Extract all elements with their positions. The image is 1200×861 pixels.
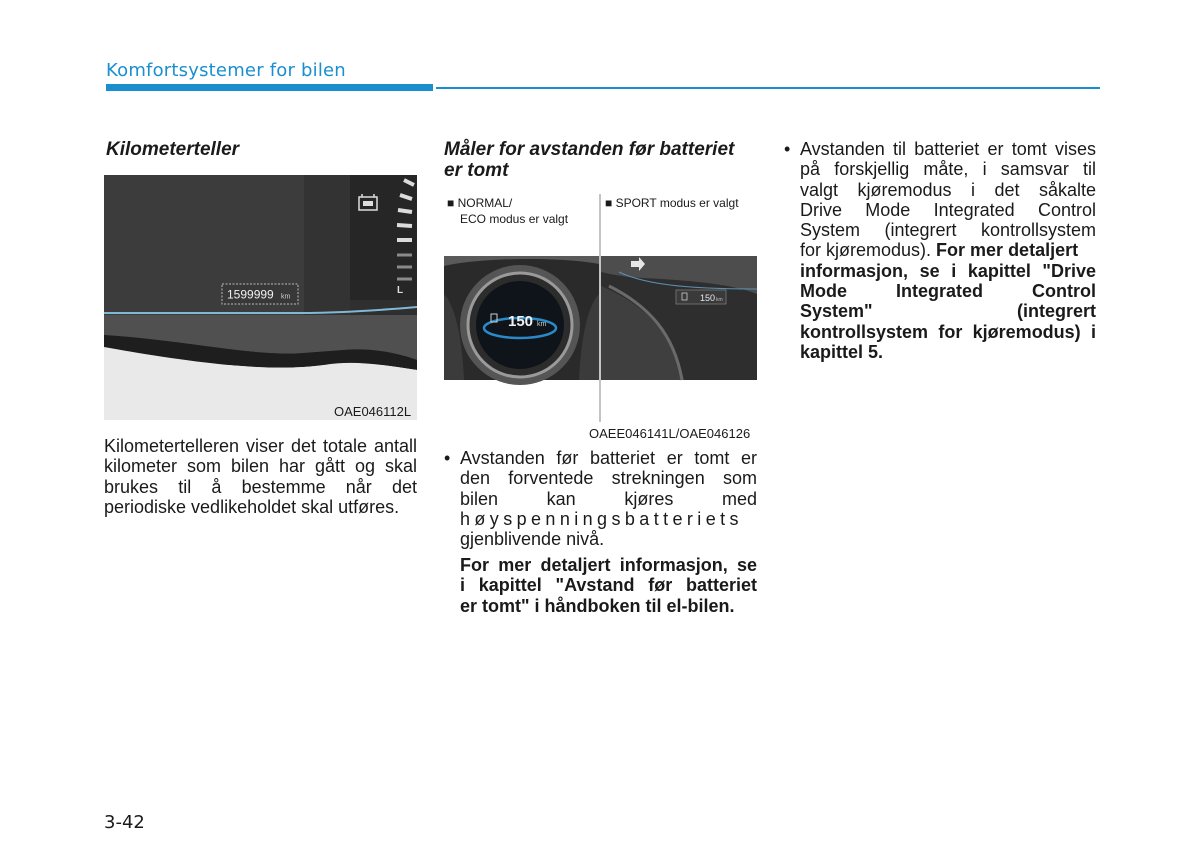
right-line-6-bold: For mer detaljert [936, 240, 1079, 261]
right-bold-line-5: kapittel 5. [800, 341, 884, 362]
right-bold-line-1: informasjon, se i kapittel "Drive [800, 260, 1096, 281]
heading-kilometerteller: Kilometerteller [106, 139, 240, 160]
right-bold-line-2: Mode Integrated Control [800, 281, 1096, 302]
odometer-value: 1599999 [227, 287, 274, 302]
odometer-unit: km [281, 293, 291, 301]
bullet-line-5: gjenblivende nivå. [460, 529, 605, 550]
right-line-2: på forskjellig måte, i samsvar til [800, 159, 1096, 180]
bold-line-2: i kapittel "Avstand før batteriet [460, 575, 757, 596]
header-rule-thick [106, 84, 433, 91]
right-line-1: Avstanden til batteriet er tomt vises [800, 139, 1096, 159]
range-unit-normal: km [537, 321, 547, 328]
bullet-drive-mode [784, 139, 1097, 369]
paragraph-kilometerteller: Kilometertelleren viser det totale antall kilometer som bilen har gått og skal brukes til å bestemme når det periodiske vedlikeholdet skal utføres. [104, 436, 417, 517]
header-rule-thin [436, 87, 1100, 89]
right-bold-line-4: kontrollsystem for kjøremodus) i [800, 321, 1096, 342]
bullet-dot: • [444, 448, 451, 468]
right-line-3: valgt kjøremodus i det såkalte [800, 179, 1096, 200]
right-bold-line-3: System" (integrert [800, 301, 1096, 322]
figure-code-middle: OAEE046141L/OAE046126 [589, 426, 751, 441]
bold-line-3: er tomt" i håndboken til el-bilen. [460, 595, 735, 616]
bullet-line-3: bilen kan kjøres med [460, 488, 757, 509]
bullet-line-1: Avstanden før batteriet er tomt er [460, 448, 757, 468]
right-line-5: System (integrert kontrollsystem [800, 220, 1096, 241]
bullet-line-4: høyspenningsbatteriets [460, 508, 743, 529]
range-value-sport: 150 [700, 293, 716, 303]
bullet-dot-right: • [784, 139, 791, 159]
range-unit-sport: km [716, 297, 723, 303]
odometer-figure [104, 175, 417, 420]
heading-avstand-line1: Måler for avstanden før batteriet [444, 139, 735, 160]
right-line-6-normal: for kjøremodus). [800, 240, 932, 261]
bullet-avstand-definition [444, 448, 757, 558]
range-value-normal: 150 [508, 313, 534, 330]
right-line-6 [800, 240, 1096, 260]
figure-code-left: OAE046112L [334, 404, 412, 419]
running-header-title: Komfortsystemer for bilen [106, 60, 346, 81]
gear-indicator-l: L [397, 285, 404, 296]
bold-line-1: For mer detaljert informasjon, se [460, 555, 757, 575]
range-gauge-figure [444, 194, 757, 424]
right-line-4: Drive Mode Integrated Control [800, 199, 1096, 220]
figure-label-eco: ECO modus er valgt [460, 212, 569, 226]
heading-avstand-line2: er tomt [444, 160, 509, 181]
bold-reference-avstand [460, 555, 757, 616]
figure-label-normal: ■ NORMAL/ [447, 196, 513, 210]
figure-label-sport: ■ SPORT modus er valgt [605, 196, 739, 210]
bullet-line-2: den forventede strekningen som [460, 468, 757, 489]
page-number: 3-42 [104, 812, 145, 833]
